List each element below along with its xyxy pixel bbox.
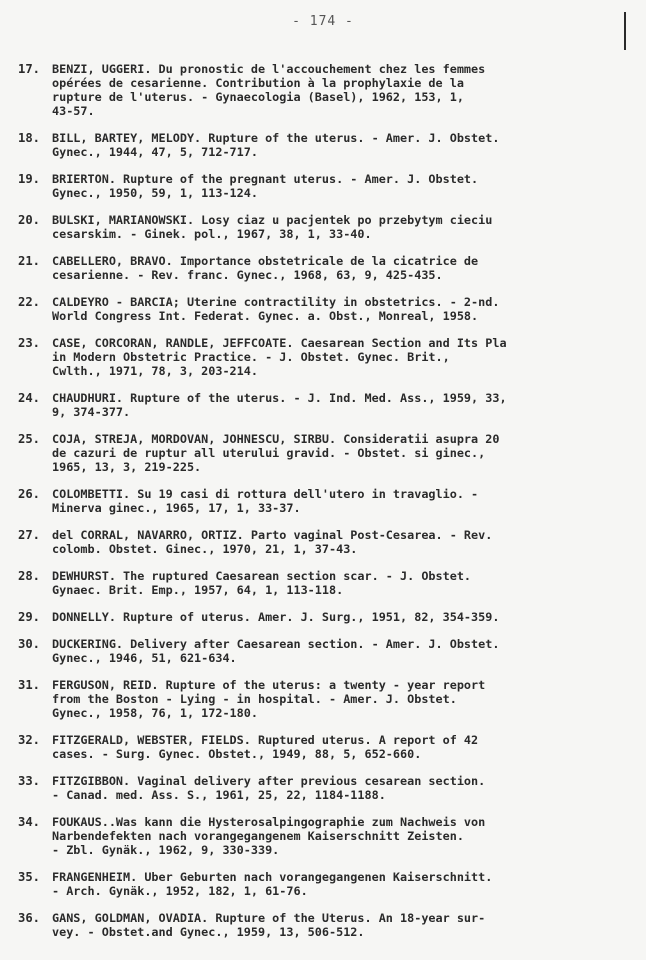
reference-number: 22. [18,295,41,309]
reference-number: 20. [18,213,41,227]
reference-item [18,131,618,159]
reference-text: CABELLERO, BRAVO. Importance obstetricale de la cicatrice de cesarienne. - Rev. franc. Gynec., 1968, 63, 9, 425-435. [52,254,479,282]
reference-item [18,254,618,282]
reference-number: 24. [18,391,41,405]
reference-item [18,678,618,720]
reference-number: 25. [18,432,41,446]
reference-list [18,62,618,952]
reference-item [18,213,618,241]
reference-text: FOUKAUS..Was kann die Hysterosalpingographie zum Nachweis von Narbendefekten nach vorangegangenem Kaiserschnitt Zeisten. - Zbl. Gynäk., 1962, 9, 330-339. [52,815,486,857]
reference-item [18,336,618,378]
reference-text: COLOMBETTI. Su 19 casi di rottura dell'utero in travaglio. - Minerva ginec., 1965, 17, 1, 33-37. [52,487,479,515]
reference-number: 34. [18,815,41,829]
reference-item [18,528,618,556]
reference-number: 21. [18,254,41,268]
reference-item [18,815,618,857]
reference-text: FITZGERALD, WEBSTER, FIELDS. Ruptured uterus. A report of 42 cases. - Surg. Gynec. Obstet., 1949, 88, 5, 652-660. [52,733,479,761]
reference-text: CALDEYRO - BARCIA; Uterine contractility in obstetrics. - 2-nd. World Congress Int. Federat. Gynec. a. Obst., Monreal, 1958. [52,295,500,323]
reference-number: 27. [18,528,41,542]
reference-text: COJA, STREJA, MORDOVAN, JOHNESCU, SIRBU. Consideratii asupra 20 de cazuri de ruptur all uterului gravid. - Obstet. si ginec., 1965, 13, 3, 219-225. [52,432,500,474]
reference-number: 35. [18,870,41,884]
reference-item [18,391,618,419]
reference-text: BENZI, UGGERI. Du pronostic de l'accouchement chez les femmes opérées de cesarienne. Contribution à la prophylaxie de la rupture de l'uterus. - Gynaecologia (Basel), 1962, 153, 1, 43-57. [52,62,486,118]
reference-item [18,569,618,597]
reference-text: FERGUSON, REID. Rupture of the uterus: a twenty - year report from the Boston - Lying - in hospital. - Amer. J. Obstet. Gynec., 1958, 76, 1, 172-180. [52,678,486,720]
reference-item [18,295,618,323]
reference-item [18,870,618,898]
reference-number: 28. [18,569,41,583]
reference-number: 29. [18,610,41,624]
reference-text: BILL, BARTEY, MELODY. Rupture of the uterus. - Amer. J. Obstet. Gynec., 1944, 47, 5, 712-717. [52,131,500,159]
reference-number: 33. [18,774,41,788]
reference-text: DONNELLY. Rupture of uterus. Amer. J. Surg., 1951, 82, 354-359. [52,610,500,624]
reference-text: GANS, GOLDMAN, OVADIA. Rupture of the Uterus. An 18-year sur- vey. - Obstet.and Gynec., 1959, 13, 506-512. [52,911,486,939]
reference-text: CHAUDHURI. Rupture of the uterus. - J. Ind. Med. Ass., 1959, 33, 9, 374-377. [52,391,507,419]
reference-item [18,610,618,624]
reference-item [18,62,618,118]
reference-number: 23. [18,336,41,350]
reference-item [18,637,618,665]
reference-item [18,487,618,515]
reference-text: CASE, CORCORAN, RANDLE, JEFFCOATE. Caesarean Section and Its Pla in Modern Obstetric Practice. - J. Obstet. Gynec. Brit., Cwlth., 1971, 78, 3, 203-214. [52,336,507,378]
reference-number: 17. [18,62,41,76]
reference-text: FRANGENHEIM. Uber Geburten nach vorangegangenen Kaiserschnitt. - Arch. Gynäk., 1952, 182, 1, 61-76. [52,870,493,898]
reference-text: DEWHURST. The ruptured Caesarean section scar. - J. Obstet. Gynaec. Brit. Emp., 1957, 64, 1, 113-118. [52,569,472,597]
reference-item [18,432,618,474]
margin-rule [624,12,626,50]
reference-text: BRIERTON. Rupture of the pregnant uterus. - Amer. J. Obstet. Gynec., 1950, 59, 1, 113-124. [52,172,479,200]
reference-text: del CORRAL, NAVARRO, ORTIZ. Parto vaginal Post-Cesarea. - Rev. colomb. Obstet. Ginec., 1970, 21, 1, 37-43. [52,528,493,556]
reference-number: 19. [18,172,41,186]
reference-number: 36. [18,911,41,925]
reference-number: 26. [18,487,41,501]
reference-item [18,911,618,939]
reference-item [18,172,618,200]
reference-number: 30. [18,637,41,651]
reference-text: FITZGIBBON. Vaginal delivery after previous cesarean section. - Canad. med. Ass. S., 1961, 25, 22, 1184-1188. [52,774,486,802]
reference-item [18,733,618,761]
reference-number: 31. [18,678,41,692]
reference-text: BULSKI, MARIANOWSKI. Losy ciaz u pacjentek po przebytym cieciu cesarskim. - Ginek. pol., 1967, 38, 1, 33-40. [52,213,493,241]
reference-text: DUCKERING. Delivery after Caesarean section. - Amer. J. Obstet. Gynec., 1946, 51, 621-634. [52,637,500,665]
reference-number: 32. [18,733,41,747]
reference-number: 18. [18,131,41,145]
reference-item [18,774,618,802]
page-number: - 174 - [292,14,354,29]
